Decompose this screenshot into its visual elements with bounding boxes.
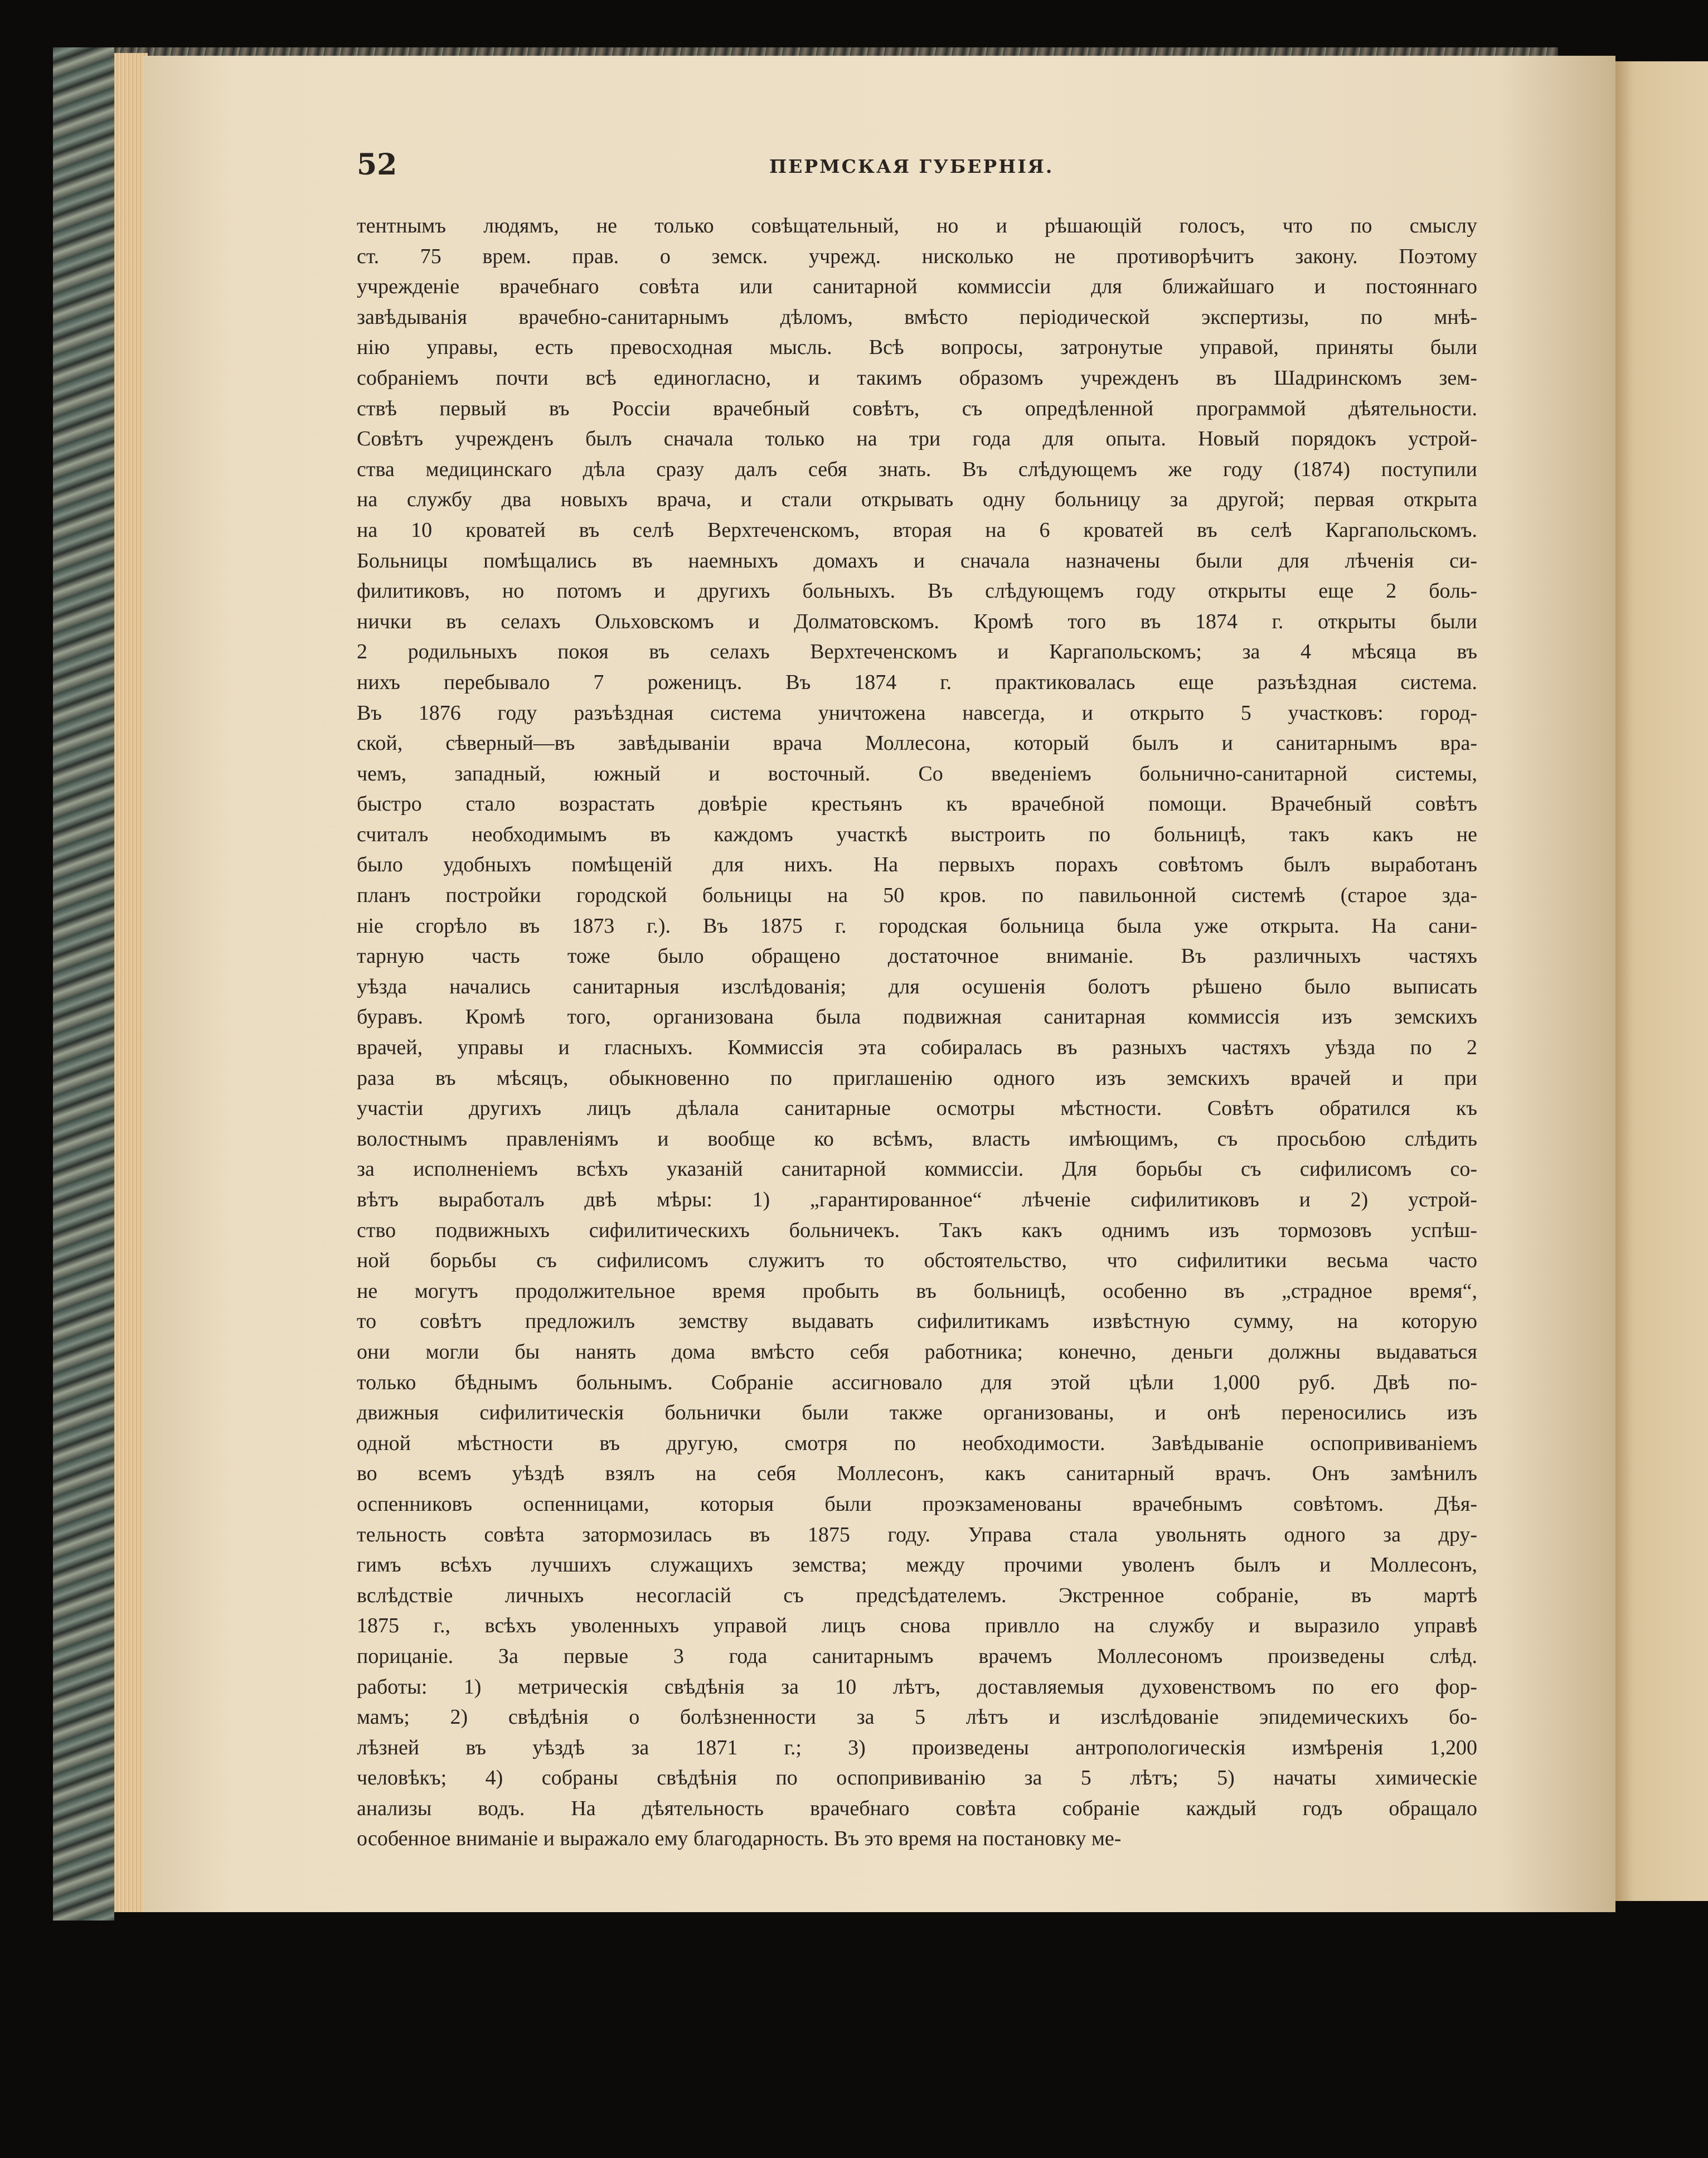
text-line: тентнымъ людямъ, не только совѣщательный, но и рѣшающій голосъ, что по смыслу [357, 214, 1477, 237]
text-line: считалъ необходимымъ въ каждомъ участкѣ выстроить по больницѣ, такъ какъ не [357, 822, 1477, 846]
text-line: уѣзда начались санитарныя изслѣдованія; для осушенія болотъ рѣшено было выписать [357, 974, 1477, 998]
text-line: тарную часть тоже было обращено достаточное вниманіе. Въ различныхъ частяхъ [357, 944, 1477, 968]
text-line: собраніемъ почти всѣ единогласно, и такимъ образомъ учрежденъ въ Шадринскомъ зем- [357, 366, 1477, 390]
text-line: нихъ перебывало 7 роженицъ. Въ 1874 г. практиковалась еще разъѣздная система. [357, 670, 1477, 694]
text-line: во всемъ уѣздѣ взялъ на себя Моллесонъ, какъ санитарный врачъ. Онъ замѣнилъ [357, 1462, 1477, 1486]
text-line: буравъ. Кромѣ того, организована была подвижная санитарная коммиссія изъ земскихъ [357, 1005, 1477, 1029]
running-head: ПЕРМСКАЯ ГУБЕРНІЯ. [769, 156, 1054, 177]
text-line: ной борьбы съ сифилисомъ служитъ то обстоятельство, что сифилитики весьма часто [357, 1249, 1477, 1273]
text-line: ской, сѣверный—въ завѣдываніи врача Моллесона, который былъ и санитарнымъ вра- [357, 731, 1477, 755]
text-line: тельность совѣта затормозилась въ 1875 году. Управа стала увольнять одного за дру- [357, 1522, 1477, 1546]
text-line: человѣкъ; 4) собраны свѣдѣнія по оспопрививанію за 5 лѣтъ; 5) начаты химическіе [357, 1766, 1477, 1790]
text-line: за исполненіемъ всѣхъ указаній санитарной коммиссіи. Для борьбы съ сифилисомъ со- [357, 1157, 1477, 1181]
text-line: ст. 75 врем. прав. о земск. учрежд. нисколько не противорѣчитъ закону. Поэтому [357, 244, 1477, 268]
text-line: анализы водъ. На дѣятельность врачебнаго совѣта собраніе каждый годъ обращало [357, 1796, 1477, 1820]
text-line: ства медицинскаго дѣла сразу далъ себя знать. Въ слѣдующемъ же году (1874) поступили [357, 457, 1477, 481]
text-line: Въ 1876 году разъѣздная система уничтожена навсегда, и открыто 5 участковъ: город- [357, 701, 1477, 725]
text-line: быстро стало возрастать довѣріе крестьянъ къ врачебной помощи. Врачебный совѣтъ [357, 792, 1477, 816]
text-line: движныя сифилитическія больнички были также организованы, и онѣ переносились изъ [357, 1401, 1477, 1425]
text-line: ство подвижныхъ сифилитическихъ больничекъ. Такъ какъ однимъ изъ тормозовъ успѣш- [357, 1218, 1477, 1242]
text-line: на службу два новыхъ врача, и стали открывать одну больницу за другой; первая открыта [357, 488, 1477, 512]
text-line: врачей, управы и гласныхъ. Коммиссія эта собиралась въ разныхъ частяхъ уѣзда по 2 [357, 1036, 1477, 1060]
text-line: нички въ селахъ Ольховскомъ и Долматовскомъ. Кромѣ того въ 1874 г. открыты были [357, 609, 1477, 633]
text-line: учрежденіе врачебнаго совѣта или санитарной коммиссіи для ближайшаго и постояннаго [357, 275, 1477, 299]
text-line: ніе сгорѣло въ 1873 г.). Въ 1875 г. городская больница была уже открыта. На сани- [357, 914, 1477, 938]
next-page-edge [1615, 61, 1708, 1901]
text-line: филитиковъ, но потомъ и другихъ больныхъ. Въ слѣдующемъ году открыты еще 2 боль- [357, 579, 1477, 603]
text-line: ствѣ первый въ Россіи врачебный совѣтъ, съ опредѣленной программой дѣятельности. [357, 396, 1477, 420]
text-line: одной мѣстности въ другую, смотря по необходимости. Завѣдываніе оспопрививаніемъ [357, 1431, 1477, 1455]
text-line: Больницы помѣщались въ наемныхъ домахъ и сначала назначены были для лѣченія си- [357, 549, 1477, 573]
text-line: завѣдыванія врачебно-санитарнымъ дѣломъ, вмѣсто періодической экспертизы, по мнѣ- [357, 305, 1477, 329]
text-line: вслѣдствіе личныхъ несогласій съ предсѣдателемъ. Экстренное собраніе, въ мартѣ [357, 1583, 1477, 1607]
text-line: лѣзней въ уѣздѣ за 1871 г.; 3) произведены антропологическія измѣренія 1,200 [357, 1735, 1477, 1759]
text-line: оспенниковъ оспенницами, которыя были проэкзаменованы врачебнымъ совѣтомъ. Дѣя- [357, 1492, 1477, 1516]
text-line: работы: 1) метрическія свѣдѣнія за 10 лѣтъ, доставляемыя духовенствомъ по его фор- [357, 1675, 1477, 1699]
page-edges [114, 53, 148, 1912]
text-line: порицаніе. За первые 3 года санитарнымъ врачемъ Моллесономъ произведены слѣд. [357, 1644, 1477, 1668]
text-line: не могутъ продолжительное время пробыть въ больницѣ, особенно въ „страдное время“, [357, 1279, 1477, 1303]
text-line: Совѣтъ учрежденъ былъ сначала только на три года для опыта. Новый порядокъ устрой- [357, 427, 1477, 451]
text-line: было удобныхъ помѣщеній для нихъ. На первыхъ порахъ совѣтомъ былъ выработанъ [357, 853, 1477, 877]
page-header [357, 148, 1477, 192]
text-line: чемъ, западный, южный и восточный. Со введеніемъ больнично-санитарной системы, [357, 762, 1477, 785]
text-line: они могли бы нанять дома вмѣсто себя работника; конечно, деньги должны выдаваться [357, 1340, 1477, 1364]
text-line: на 10 кроватей въ селѣ Верхтеченскомъ, вторая на 6 кроватей въ селѣ Каргапольскомъ. [357, 518, 1477, 542]
text-line: только бѣднымъ больнымъ. Собраніе ассигновало для этой цѣли 1,000 руб. Двѣ по- [357, 1370, 1477, 1394]
body-text [357, 211, 1477, 1854]
page-number: 52 [357, 148, 397, 182]
text-line: участіи другихъ лицъ дѣлала санитарные осмотры мѣстности. Совѣтъ обратился къ [357, 1097, 1477, 1121]
text-line: раза въ мѣсяцъ, обыкновенно по приглашенію одного изъ земскихъ врачей и при [357, 1066, 1477, 1090]
text-line: нію управы, есть превосходная мысль. Всѣ вопросы, затронутые управой, приняты были [357, 336, 1477, 360]
text-line: 2 родильныхъ покоя въ селахъ Верхтеченскомъ и Каргапольскомъ; за 4 мѣсяца въ [357, 640, 1477, 664]
text-line: то совѣтъ предложилъ земству выдавать сифилитикамъ извѣстную сумму, на которую [357, 1310, 1477, 1333]
text-line: 1875 г., всѣхъ уволенныхъ управой лицъ снова привлло на службу и выразило управѣ [357, 1614, 1477, 1638]
text-line: вѣтъ выработалъ двѣ мѣры: 1) „гарантированное“ лѣченіе сифилитиковъ и 2) устрой- [357, 1188, 1477, 1211]
text-line: мамъ; 2) свѣдѣнія о болѣзненности за 5 лѣтъ и изслѣдованіе эпидемическихъ бо- [357, 1705, 1477, 1729]
text-line: гимъ всѣхъ лучшихъ служащихъ земства; между прочими уволенъ былъ и Моллесонъ, [357, 1553, 1477, 1577]
text-line: волостнымъ правленіямъ и вообще ко всѣмъ, власть имѣющимъ, съ просьбою слѣдить [357, 1127, 1477, 1151]
marbled-book-cover [53, 47, 114, 1921]
text-line: планъ постройки городской больницы на 50 кров. по павильонной системѣ (старое зда- [357, 884, 1477, 908]
text-line: особенное вниманіе и выражало ему благодарность. Въ это время на постановку ме- [357, 1827, 1122, 1851]
